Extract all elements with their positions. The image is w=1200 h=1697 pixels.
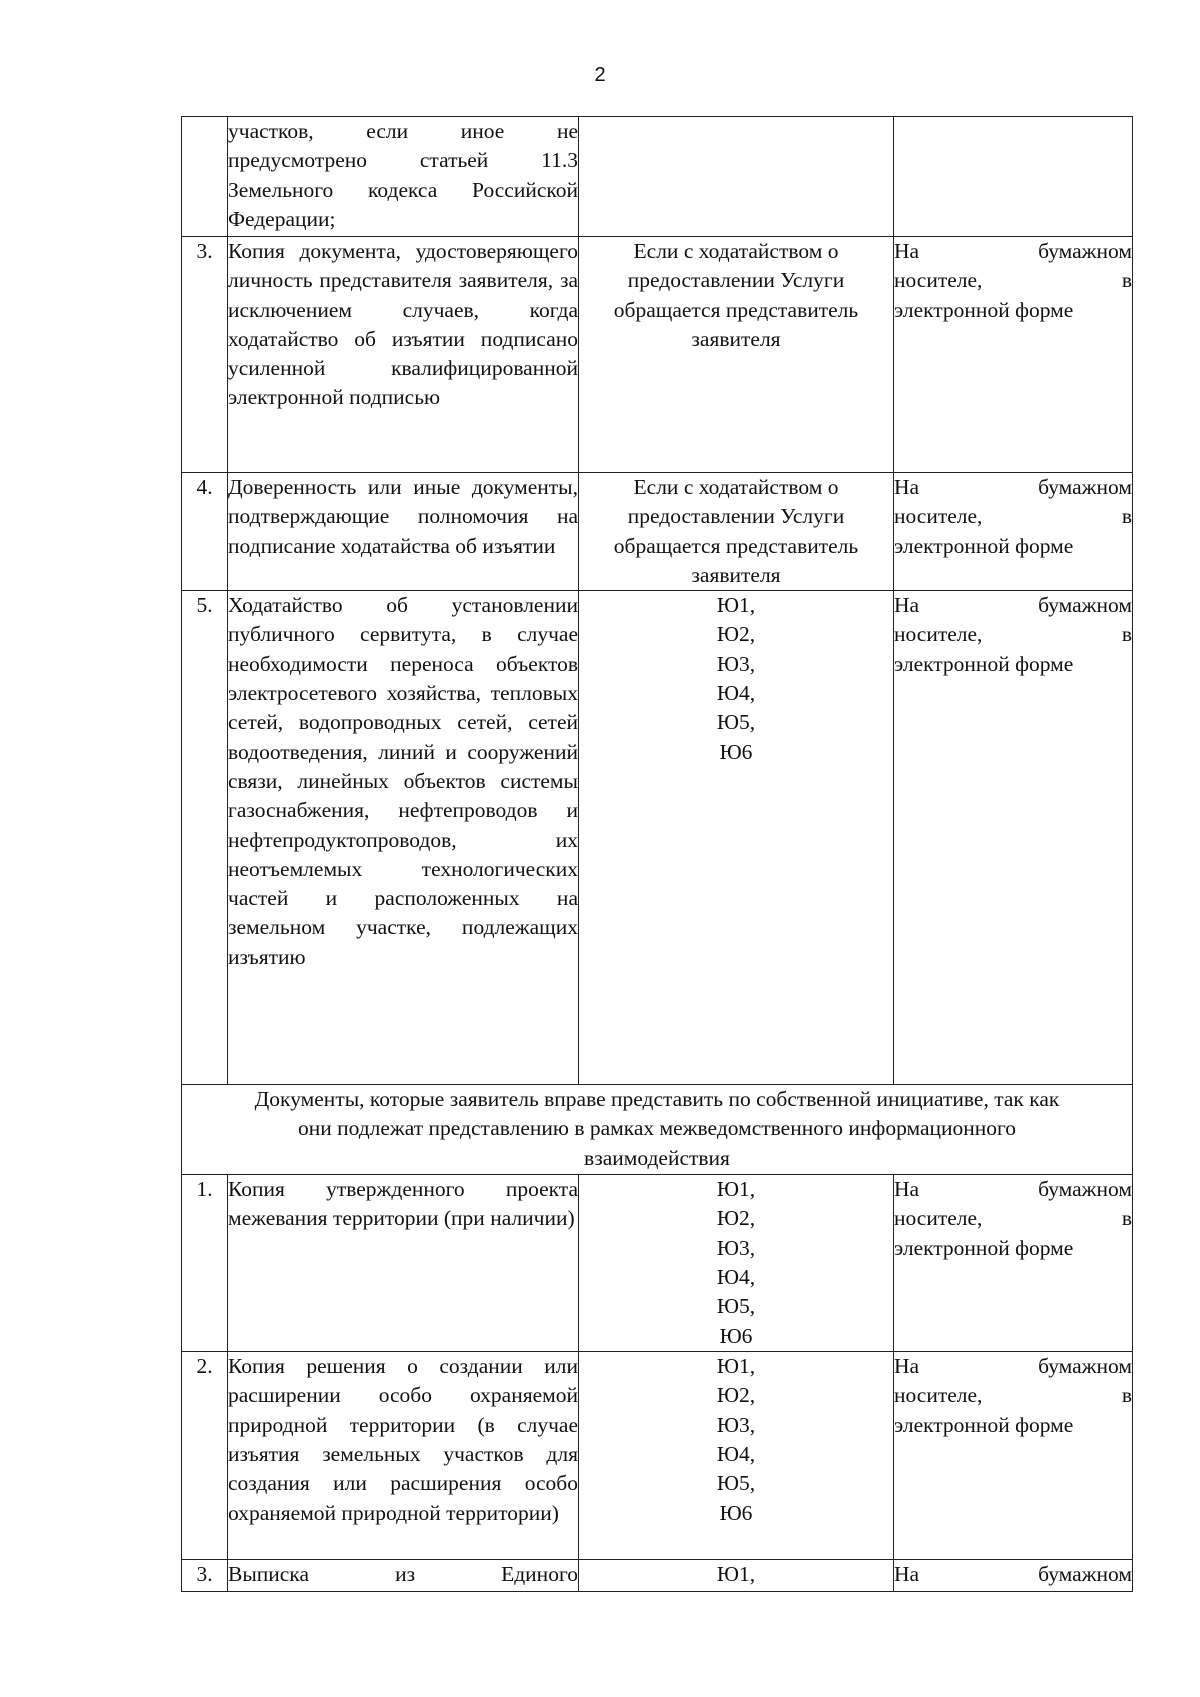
- form-word: носителе,: [894, 504, 983, 529]
- page-number: 2: [594, 64, 606, 86]
- document-name-word: из: [395, 1562, 416, 1587]
- condition-line: Ю1,: [716, 593, 756, 618]
- condition-line: Ю1,: [716, 1354, 756, 1379]
- condition-line: обращается представитель: [613, 533, 859, 558]
- form-word: в: [1121, 504, 1132, 529]
- document-name: Копия решения о создании или расширении особо охраняемой природной территории (в случае изъятия земельных участков для создания или расширения особо охраняемой природной территории): [228, 1354, 578, 1525]
- form-word: На: [894, 1354, 920, 1379]
- condition-cell: [579, 1560, 894, 1592]
- form-word: носителе,: [894, 622, 983, 647]
- condition-line: Ю6: [719, 739, 753, 764]
- condition-cell: [579, 591, 894, 1085]
- form-cell: [894, 1560, 1133, 1592]
- condition-cell: [579, 237, 894, 473]
- condition-line: обращается представитель: [613, 297, 859, 322]
- form-word: электронной форме: [894, 1412, 1074, 1437]
- document-name-cell: [228, 1175, 579, 1352]
- table-row: [182, 117, 1133, 237]
- row-number: 5.: [182, 591, 228, 1085]
- condition-line: Если с ходатайством о: [633, 239, 839, 263]
- document-name-cell: [228, 591, 579, 1085]
- table-row: [182, 237, 1133, 473]
- condition-line: Ю5,: [716, 1471, 756, 1496]
- form-word: электронной форме: [894, 533, 1074, 558]
- form-word: бумажном: [1038, 1177, 1132, 1202]
- document-name: участков, если иное не предусмотрено статьей 11.3 Земельного кодекса Российской Федерации;: [228, 119, 578, 231]
- document-name-word: Единого: [501, 1562, 578, 1587]
- table-row: [182, 591, 1133, 1085]
- form-word: электронной форме: [894, 1235, 1074, 1260]
- table-row: [182, 1352, 1133, 1560]
- form-word: На: [894, 1177, 920, 1202]
- condition-line: Ю3,: [716, 1412, 756, 1437]
- condition-line: Ю4,: [716, 1442, 756, 1467]
- condition-line: Ю3,: [716, 1235, 756, 1260]
- form-word: в: [1121, 268, 1132, 293]
- condition-line: Если с ходатайством о: [633, 475, 839, 499]
- document-name: Ходатайство об установлении публичного сервитута, в случае необходимости переноса объектов электросетевого хозяйства, тепловых сетей, водопроводных сетей, сетей водоотведения, линий и сооружений связи, линейных объектов системы газоснабжения, нефтепроводов и нефтепродуктопроводов, их неотъемлемых технологических частей и расположенных на земельном участке, подлежащих изъятию: [228, 593, 578, 969]
- form-word: бумажном: [1038, 1562, 1132, 1587]
- condition-cell: [579, 473, 894, 591]
- form-word: бумажном: [1038, 239, 1132, 263]
- document-name-word: Выписка: [228, 1562, 310, 1587]
- form-word: бумажном: [1038, 593, 1132, 618]
- form-word: На: [894, 1562, 920, 1587]
- document-name: Копия утвержденного проекта межевания территории (при наличии): [228, 1177, 578, 1231]
- condition-line: Ю1,: [716, 1562, 756, 1587]
- form-cell: [894, 1175, 1133, 1352]
- condition-line: предоставлении Услуги: [627, 504, 845, 529]
- row-number: 3.: [182, 237, 228, 473]
- condition-cell: [579, 1175, 894, 1352]
- form-word: носителе,: [894, 1206, 983, 1231]
- condition-line: Ю2,: [716, 1206, 756, 1231]
- form-word: в: [1121, 622, 1132, 647]
- condition-line: заявителя: [691, 326, 781, 351]
- document-name-cell: [228, 237, 579, 473]
- condition-line: Ю6: [719, 1500, 753, 1525]
- condition-line: Ю6: [719, 1323, 753, 1348]
- condition-line: Ю4,: [716, 681, 756, 706]
- form-cell: [894, 473, 1133, 591]
- condition-line: Ю4,: [716, 1265, 756, 1290]
- form-word: в: [1121, 1383, 1132, 1408]
- documents-table: [181, 116, 1133, 1592]
- condition-line: Ю5,: [716, 1294, 756, 1319]
- table-row: [182, 1560, 1133, 1592]
- form-word: На: [894, 593, 920, 618]
- document-name: Доверенность или иные документы, подтверждающие полномочия на подписание ходатайства об изъятии: [228, 475, 578, 558]
- row-number: 2.: [182, 1352, 228, 1560]
- document-name: [228, 1560, 578, 1589]
- section-heading-line: они подлежат представлению в рамках межведомственного информационного: [297, 1116, 1017, 1141]
- row-number: 4.: [182, 473, 228, 591]
- form-cell: [894, 591, 1133, 1085]
- form-word: На: [894, 239, 920, 263]
- condition-line: Ю3,: [716, 651, 756, 676]
- row-number: 1.: [182, 1175, 228, 1352]
- form-word: На: [894, 475, 920, 499]
- condition-line: заявителя: [691, 562, 781, 587]
- section-heading-line: взаимодействия: [584, 1145, 730, 1170]
- section-header-row: [182, 1085, 1133, 1175]
- form-cell: [894, 1352, 1133, 1560]
- document-name-cell: [228, 1560, 579, 1592]
- condition-line: Ю1,: [716, 1177, 756, 1202]
- document-name-cell: [228, 1352, 579, 1560]
- form-word: электронной форме: [894, 297, 1074, 322]
- document-name-cell: [228, 473, 579, 591]
- condition-line: Ю5,: [716, 710, 756, 735]
- form-word: электронной форме: [894, 651, 1074, 676]
- form-word: бумажном: [1038, 1354, 1132, 1379]
- condition-cell: [579, 117, 894, 237]
- form-word: носителе,: [894, 1383, 983, 1408]
- condition-line: предоставлении Услуги: [627, 268, 845, 293]
- form-word: носителе,: [894, 268, 983, 293]
- condition-line: Ю2,: [716, 1383, 756, 1408]
- table-row: [182, 473, 1133, 591]
- condition-cell: [579, 1352, 894, 1560]
- row-number: 3.: [182, 1560, 228, 1592]
- table-row: [182, 1175, 1133, 1352]
- section-heading-line: Документы, которые заявитель вправе представить по собственной инициативе, так как: [254, 1087, 1060, 1112]
- form-word: бумажном: [1038, 475, 1132, 499]
- form-word: в: [1121, 1206, 1132, 1231]
- form-cell: [894, 117, 1133, 237]
- document-name: Копия документа, удостоверяющего личность представителя заявителя, за исключением случаев, когда ходатайство об изъятии подписано усиленной квалифицированной электронной подписью: [228, 239, 578, 410]
- section-heading: [182, 1085, 1133, 1175]
- document-name-cell: [228, 117, 579, 237]
- form-cell: [894, 237, 1133, 473]
- row-number: [182, 117, 228, 237]
- condition-line: Ю2,: [716, 622, 756, 647]
